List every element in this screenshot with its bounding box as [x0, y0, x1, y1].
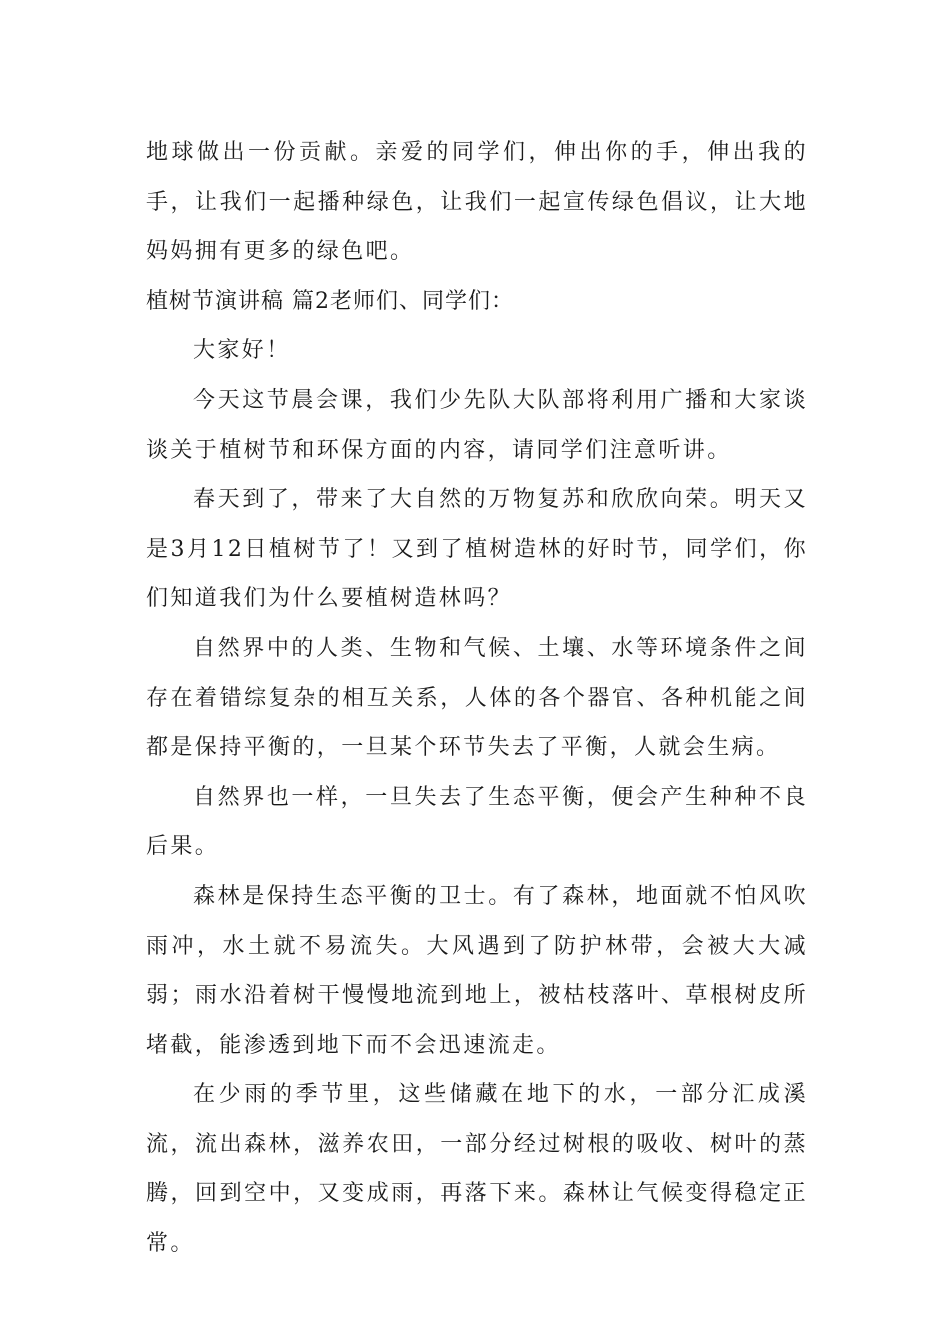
paragraph-nature-balance: 自然界中的人类、生物和气候、土壤、水等环境条件之间存在着错综复杂的相互关系，人体的各个器官、各种机能之间都是保持平衡的，一旦某个环节失去了平衡，人就会生病。 — [146, 635, 808, 761]
paragraph-rain-season: 在少雨的季节里，这些储藏在地下的水，一部分汇成溪流，流出森林，滋养农田，一部分经过树根的吸收、树叶的蒸腾，回到空中，又变成雨，再落下来。森林让气候变得稳定正常。 — [146, 1082, 808, 1257]
paragraph-arbor-day: 春天到了，带来了大自然的万物复苏和欣欣向荣。明天又是3月12日植树节了！又到了植树造林的好时节，同学们，你们知道我们为什么要植树造林吗？ — [146, 487, 808, 612]
paragraph-intro: 今天这节晨会课，我们少先队大队部将利用广播和大家谈谈关于植树节和环保方面的内容，请同学们注意听讲。 — [146, 387, 808, 463]
speech-heading: 植树节演讲稿 篇2老师们、同学们： — [146, 288, 514, 314]
document-body — [146, 128, 808, 1269]
paragraph-greeting: 大家好！ — [193, 338, 291, 364]
paragraph-ecology: 自然界也一样，一旦失去了生态平衡，便会产生种种不良后果。 — [146, 784, 808, 860]
paragraph-continuation: 地球做出一份贡献。亲爱的同学们，伸出你的手，伸出我的手，让我们一起播种绿色，让我们一起宣传绿色倡议，让大地妈妈拥有更多的绿色吧。 — [146, 140, 808, 265]
paragraph-forest-guard: 森林是保持生态平衡的卫士。有了森林，地面就不怕风吹雨冲，水土就不易流失。大风遇到了防护林带，会被大大减弱；雨水沿着树干慢慢地流到地上，被枯枝落叶、草根树皮所堵截，能渗透到地下而不会迅速流走。 — [146, 883, 808, 1058]
